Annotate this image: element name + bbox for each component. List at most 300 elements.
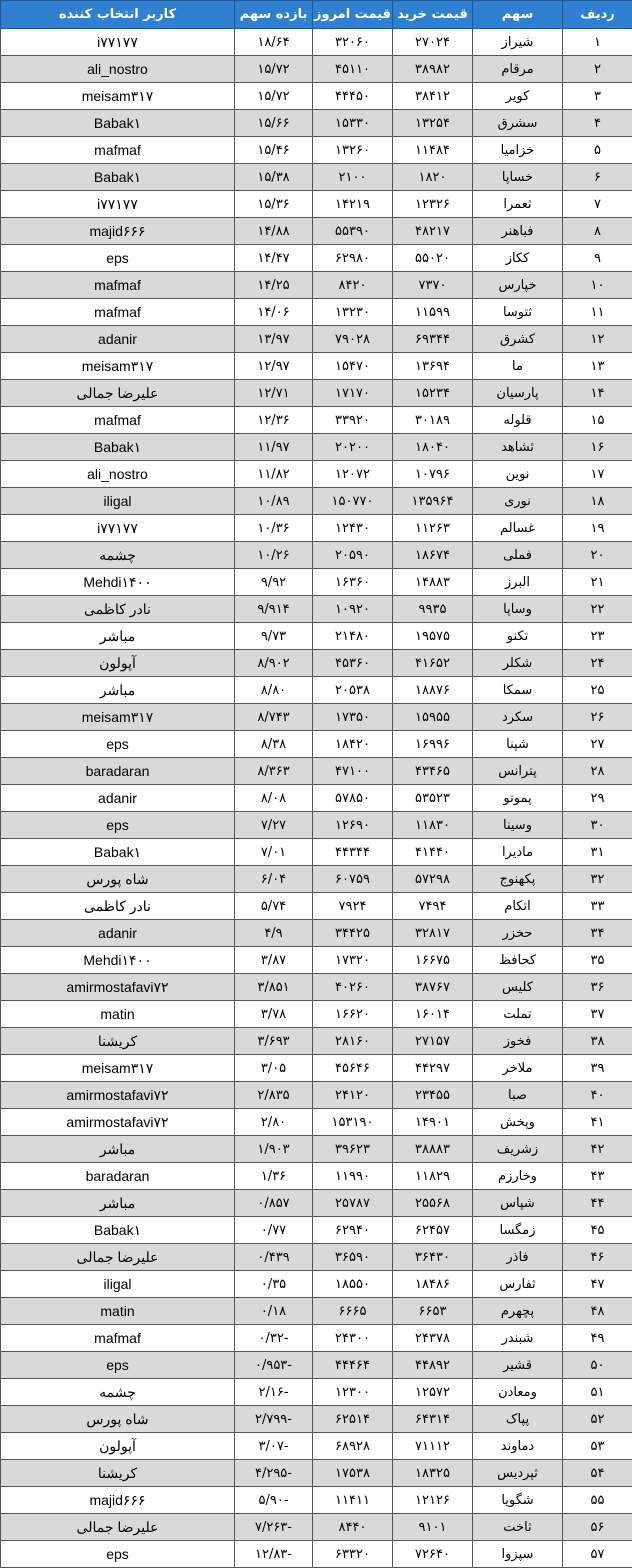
- table-row: [1, 164, 632, 191]
- table-row: [1, 137, 632, 164]
- cell-return: ۹/۹۲: [235, 569, 313, 596]
- cell-return: ۱۵/۷۲: [235, 83, 313, 110]
- cell-return: -۷/۲۶۳: [235, 1514, 313, 1541]
- cell-buy-price: ۱۱۸۳۰: [393, 812, 473, 839]
- cell-index: ۳۴: [563, 920, 632, 947]
- cell-buy-price: ۳۲۸۱۷: [393, 920, 473, 947]
- cell-buy-price: ۱۳۲۵۴: [393, 110, 473, 137]
- cell-symbol: خپارس: [473, 272, 563, 299]
- table-row: [1, 812, 632, 839]
- cell-buy-price: ۲۴۳۷۸: [393, 1325, 473, 1352]
- cell-today-price: ۲۱۴۸۰: [313, 623, 393, 650]
- table-row: [1, 245, 632, 272]
- cell-user: i۷۷۱۷۷: [1, 515, 235, 542]
- cell-buy-price: ۲۳۴۵۵: [393, 1082, 473, 1109]
- cell-buy-price: ۹۱۰۱: [393, 1514, 473, 1541]
- cell-today-price: ۱۲۳۰۰: [313, 1379, 393, 1406]
- cell-buy-price: ۱۴۹۰۱: [393, 1109, 473, 1136]
- cell-index: ۵۳: [563, 1433, 632, 1460]
- table-row: [1, 677, 632, 704]
- cell-symbol: ثشاهد: [473, 434, 563, 461]
- cell-today-price: ۱۷۱۷۰: [313, 380, 393, 407]
- table-body: [1, 29, 632, 1568]
- header-index: ردیف: [563, 1, 632, 29]
- cell-return: ۱۰/۲۶: [235, 542, 313, 569]
- cell-index: ۱۲: [563, 326, 632, 353]
- table-row: [1, 1298, 632, 1325]
- cell-user: mafmaf: [1, 407, 235, 434]
- cell-return: ۳/۸۵۱: [235, 974, 313, 1001]
- cell-symbol: وخارزم: [473, 1163, 563, 1190]
- cell-symbol: دماوند: [473, 1433, 563, 1460]
- cell-buy-price: ۱۸۶۷۴: [393, 542, 473, 569]
- cell-buy-price: ۳۸۴۱۲: [393, 83, 473, 110]
- cell-index: ۳۱: [563, 839, 632, 866]
- cell-symbol: پترانس: [473, 758, 563, 785]
- cell-return: ۱۴/۰۶: [235, 299, 313, 326]
- cell-index: ۴۷: [563, 1271, 632, 1298]
- cell-user: eps: [1, 731, 235, 758]
- cell-index: ۴۰: [563, 1082, 632, 1109]
- cell-return: -۵/۹۰: [235, 1487, 313, 1514]
- table-row: [1, 1055, 632, 1082]
- cell-index: ۱۳: [563, 353, 632, 380]
- cell-index: ۲۸: [563, 758, 632, 785]
- cell-symbol: البرز: [473, 569, 563, 596]
- table-row: [1, 1433, 632, 1460]
- cell-return: ۴/۹: [235, 920, 313, 947]
- cell-index: ۱۱: [563, 299, 632, 326]
- cell-today-price: ۲۸۱۶۰: [313, 1028, 393, 1055]
- table-row: [1, 353, 632, 380]
- cell-symbol: ثتوسا: [473, 299, 563, 326]
- cell-buy-price: ۶۹۳۴۴: [393, 326, 473, 353]
- cell-today-price: ۶۲۹۸۰: [313, 245, 393, 272]
- cell-symbol: ملاخر: [473, 1055, 563, 1082]
- header-buy-price: قیمت خرید: [393, 1, 473, 29]
- cell-buy-price: ۷۳۷۰: [393, 272, 473, 299]
- table-row: [1, 623, 632, 650]
- cell-index: ۳: [563, 83, 632, 110]
- cell-today-price: ۶۲۹۴۰: [313, 1217, 393, 1244]
- cell-buy-price: ۱۱۲۶۳: [393, 515, 473, 542]
- cell-buy-price: ۷۱۱۱۲: [393, 1433, 473, 1460]
- cell-user: matin: [1, 1001, 235, 1028]
- cell-index: ۳۷: [563, 1001, 632, 1028]
- cell-symbol: ومعادن: [473, 1379, 563, 1406]
- cell-user: Babak۱: [1, 434, 235, 461]
- table-row: [1, 380, 632, 407]
- cell-today-price: ۱۵۳۱۹۰: [313, 1109, 393, 1136]
- table-row: [1, 596, 632, 623]
- cell-index: ۴۲: [563, 1136, 632, 1163]
- cell-today-price: ۲۰۵۹۰: [313, 542, 393, 569]
- cell-symbol: شکلر: [473, 650, 563, 677]
- cell-index: ۴۴: [563, 1190, 632, 1217]
- cell-today-price: ۴۰۲۶۰: [313, 974, 393, 1001]
- cell-user: meisam۳۱۷: [1, 353, 235, 380]
- table-row: [1, 434, 632, 461]
- table-row: [1, 461, 632, 488]
- cell-symbol: اتکام: [473, 893, 563, 920]
- cell-return: ۵/۷۴: [235, 893, 313, 920]
- cell-user: eps: [1, 812, 235, 839]
- table-row: [1, 947, 632, 974]
- cell-user: eps: [1, 1541, 235, 1568]
- cell-symbol: مادیرا: [473, 839, 563, 866]
- cell-user: matin: [1, 1298, 235, 1325]
- cell-return: ۳/۸۷: [235, 947, 313, 974]
- cell-symbol: شیراز: [473, 29, 563, 56]
- cell-user: چشمه: [1, 542, 235, 569]
- table-row: [1, 1109, 632, 1136]
- cell-user: Babak۱: [1, 839, 235, 866]
- cell-return: ۶/۰۴: [235, 866, 313, 893]
- cell-symbol: تملت: [473, 1001, 563, 1028]
- cell-index: ۲۱: [563, 569, 632, 596]
- table-row: [1, 704, 632, 731]
- cell-return: ۱۲/۳۶: [235, 407, 313, 434]
- table-row: [1, 218, 632, 245]
- cell-symbol: زشریف: [473, 1136, 563, 1163]
- cell-symbol: ما: [473, 353, 563, 380]
- cell-user: amirmostafavi۷۲: [1, 1082, 235, 1109]
- cell-return: ۰/۳۵: [235, 1271, 313, 1298]
- cell-user: کریشنا: [1, 1460, 235, 1487]
- header-return: بازده سهم: [235, 1, 313, 29]
- cell-buy-price: ۱۱۴۸۴: [393, 137, 473, 164]
- cell-symbol: زمگسا: [473, 1217, 563, 1244]
- table-row: [1, 272, 632, 299]
- cell-buy-price: ۱۶۰۱۴: [393, 1001, 473, 1028]
- cell-symbol: کحافظ: [473, 947, 563, 974]
- table-row: [1, 1460, 632, 1487]
- cell-today-price: ۸۴۴۰: [313, 1514, 393, 1541]
- table-row: [1, 1136, 632, 1163]
- cell-symbol: شپاس: [473, 1190, 563, 1217]
- cell-today-price: ۴۴۴۵۰: [313, 83, 393, 110]
- table-row: [1, 920, 632, 947]
- cell-buy-price: ۳۸۷۶۷: [393, 974, 473, 1001]
- cell-return: ۳/۰۵: [235, 1055, 313, 1082]
- cell-symbol: پکهنوج: [473, 866, 563, 893]
- cell-return: ۱۸/۶۴: [235, 29, 313, 56]
- cell-today-price: ۸۴۲۰: [313, 272, 393, 299]
- cell-index: ۱۸: [563, 488, 632, 515]
- cell-return: ۱۵/۶۶: [235, 110, 313, 137]
- cell-buy-price: ۱۳۵۹۶۴: [393, 488, 473, 515]
- table-row: [1, 839, 632, 866]
- cell-return: ۱۲/۷۱: [235, 380, 313, 407]
- cell-index: ۴۶: [563, 1244, 632, 1271]
- cell-index: ۵۵: [563, 1487, 632, 1514]
- table-row: [1, 299, 632, 326]
- cell-user: Babak۱: [1, 110, 235, 137]
- cell-today-price: ۲۵۷۸۷: [313, 1190, 393, 1217]
- cell-index: ۴۵: [563, 1217, 632, 1244]
- cell-symbol: پچهرم: [473, 1298, 563, 1325]
- table-row: [1, 785, 632, 812]
- cell-buy-price: ۵۷۲۹۸: [393, 866, 473, 893]
- cell-return: ۲/۸۰: [235, 1109, 313, 1136]
- cell-user: Babak۱: [1, 164, 235, 191]
- cell-user: چشمه: [1, 1379, 235, 1406]
- cell-buy-price: ۳۸۹۸۲: [393, 56, 473, 83]
- cell-index: ۳۳: [563, 893, 632, 920]
- cell-buy-price: ۶۲۴۵۷: [393, 1217, 473, 1244]
- cell-index: ۴۹: [563, 1325, 632, 1352]
- table-row: [1, 569, 632, 596]
- cell-index: ۵۲: [563, 1406, 632, 1433]
- cell-return: ۱۱/۸۲: [235, 461, 313, 488]
- cell-return: ۷/۲۷: [235, 812, 313, 839]
- cell-buy-price: ۱۸۸۷۶: [393, 677, 473, 704]
- cell-index: ۲: [563, 56, 632, 83]
- cell-index: ۵: [563, 137, 632, 164]
- cell-buy-price: ۳۶۴۳۰: [393, 1244, 473, 1271]
- cell-today-price: ۱۸۴۲۰: [313, 731, 393, 758]
- cell-buy-price: ۱۲۱۲۶: [393, 1487, 473, 1514]
- cell-return: ۱۴/۲۵: [235, 272, 313, 299]
- cell-user: meisam۳۱۷: [1, 83, 235, 110]
- cell-index: ۱۴: [563, 380, 632, 407]
- cell-buy-price: ۲۵۵۶۸: [393, 1190, 473, 1217]
- cell-today-price: ۶۰۷۵۹: [313, 866, 393, 893]
- cell-buy-price: ۱۳۶۹۴: [393, 353, 473, 380]
- cell-buy-price: ۲۷۰۲۴: [393, 29, 473, 56]
- cell-today-price: ۱۵۳۳۰: [313, 110, 393, 137]
- cell-symbol: خزامیا: [473, 137, 563, 164]
- cell-return: ۱/۳۶: [235, 1163, 313, 1190]
- cell-user: علیرضا جمالی: [1, 1244, 235, 1271]
- cell-buy-price: ۱۴۸۸۳: [393, 569, 473, 596]
- cell-today-price: ۳۳۹۲۰: [313, 407, 393, 434]
- cell-symbol: نوین: [473, 461, 563, 488]
- cell-today-price: ۶۳۳۲۰: [313, 1541, 393, 1568]
- cell-index: ۳۸: [563, 1028, 632, 1055]
- cell-today-price: ۱۱۴۱۱: [313, 1487, 393, 1514]
- table-row: [1, 56, 632, 83]
- cell-buy-price: ۴۱۴۴۰: [393, 839, 473, 866]
- table-row: [1, 83, 632, 110]
- cell-buy-price: ۱۹۵۷۵: [393, 623, 473, 650]
- cell-index: ۲۰: [563, 542, 632, 569]
- cell-symbol: ثعمرا: [473, 191, 563, 218]
- cell-buy-price: ۱۵۲۳۴: [393, 380, 473, 407]
- cell-user: adanir: [1, 326, 235, 353]
- cell-return: -۰/۳۲: [235, 1325, 313, 1352]
- cell-buy-price: ۴۴۸۹۲: [393, 1352, 473, 1379]
- table-row: [1, 1082, 632, 1109]
- cell-index: ۵۷: [563, 1541, 632, 1568]
- cell-symbol: کشرق: [473, 326, 563, 353]
- table-row: [1, 1379, 632, 1406]
- cell-user: Babak۱: [1, 1217, 235, 1244]
- cell-symbol: پارسیان: [473, 380, 563, 407]
- cell-user: mafmaf: [1, 1325, 235, 1352]
- table-row: [1, 1163, 632, 1190]
- table-row: [1, 542, 632, 569]
- cell-today-price: ۷۹۲۴: [313, 893, 393, 920]
- cell-user: کریشنا: [1, 1028, 235, 1055]
- cell-symbol: وپخش: [473, 1109, 563, 1136]
- cell-user: majid۶۶۶: [1, 218, 235, 245]
- cell-user: adanir: [1, 920, 235, 947]
- cell-today-price: ۷۹۰۲۸: [313, 326, 393, 353]
- table-row: [1, 1406, 632, 1433]
- cell-user: مباشر: [1, 1136, 235, 1163]
- cell-today-price: ۵۵۳۹۰: [313, 218, 393, 245]
- cell-symbol: سپزوا: [473, 1541, 563, 1568]
- cell-buy-price: ۳۰۱۸۹: [393, 407, 473, 434]
- cell-return: ۱۵/۳۶: [235, 191, 313, 218]
- cell-buy-price: ۱۲۳۲۶: [393, 191, 473, 218]
- cell-index: ۵۰: [563, 1352, 632, 1379]
- cell-today-price: ۶۸۹۲۸: [313, 1433, 393, 1460]
- cell-user: علیرضا جمالی: [1, 380, 235, 407]
- cell-symbol: قلوله: [473, 407, 563, 434]
- cell-user: iligal: [1, 488, 235, 515]
- table-row: [1, 488, 632, 515]
- cell-user: i۷۷۱۷۷: [1, 191, 235, 218]
- cell-index: ۱: [563, 29, 632, 56]
- cell-user: شاه پورس: [1, 866, 235, 893]
- cell-index: ۲۹: [563, 785, 632, 812]
- cell-user: majid۶۶۶: [1, 1487, 235, 1514]
- cell-user: آپولون: [1, 1433, 235, 1460]
- cell-today-price: ۱۷۵۳۸: [313, 1460, 393, 1487]
- cell-symbol: سمکا: [473, 677, 563, 704]
- cell-return: ۱۱/۹۷: [235, 434, 313, 461]
- cell-today-price: ۱۶۶۲۰: [313, 1001, 393, 1028]
- cell-user: علیرضا جمالی: [1, 1514, 235, 1541]
- cell-buy-price: ۴۸۲۱۷: [393, 218, 473, 245]
- cell-buy-price: ۱۸۰۴۰: [393, 434, 473, 461]
- cell-buy-price: ۷۴۹۴: [393, 893, 473, 920]
- cell-return: ۱۲/۹۷: [235, 353, 313, 380]
- cell-return: ۰/۱۸: [235, 1298, 313, 1325]
- cell-today-price: ۲۴۱۲۰: [313, 1082, 393, 1109]
- cell-today-price: ۱۳۲۳۰: [313, 299, 393, 326]
- cell-user: نادر کاظمی: [1, 893, 235, 920]
- cell-user: amirmostafavi۷۲: [1, 974, 235, 1001]
- cell-index: ۳۲: [563, 866, 632, 893]
- cell-today-price: ۱۴۲۱۹: [313, 191, 393, 218]
- cell-user: meisam۳۱۷: [1, 704, 235, 731]
- cell-today-price: ۵۷۸۵۰: [313, 785, 393, 812]
- cell-return: ۱۰/۸۹: [235, 488, 313, 515]
- table-row: [1, 893, 632, 920]
- cell-user: مباشر: [1, 677, 235, 704]
- header-today-price: قیمت امروز: [313, 1, 393, 29]
- table-row: [1, 407, 632, 434]
- cell-return: -۳/۰۷: [235, 1433, 313, 1460]
- cell-user: mafmaf: [1, 272, 235, 299]
- cell-index: ۱۷: [563, 461, 632, 488]
- cell-today-price: ۴۵۶۴۶: [313, 1055, 393, 1082]
- cell-today-price: ۱۲۰۷۲: [313, 461, 393, 488]
- table-row: [1, 650, 632, 677]
- cell-symbol: نوری: [473, 488, 563, 515]
- cell-index: ۳۶: [563, 974, 632, 1001]
- cell-today-price: ۲۴۳۰۰: [313, 1325, 393, 1352]
- cell-today-price: ۴۵۱۱۰: [313, 56, 393, 83]
- cell-return: ۱۴/۴۷: [235, 245, 313, 272]
- cell-index: ۸: [563, 218, 632, 245]
- cell-buy-price: ۷۲۶۴۰: [393, 1541, 473, 1568]
- cell-today-price: ۱۰۹۲۰: [313, 596, 393, 623]
- cell-index: ۱۹: [563, 515, 632, 542]
- cell-buy-price: ۹۹۳۵: [393, 596, 473, 623]
- cell-return: ۰/۴۳۹: [235, 1244, 313, 1271]
- cell-buy-price: ۱۶۹۹۶: [393, 731, 473, 758]
- cell-buy-price: ۴۳۴۶۵: [393, 758, 473, 785]
- cell-symbol: قشیر: [473, 1352, 563, 1379]
- table-row: [1, 1487, 632, 1514]
- table-row: [1, 1028, 632, 1055]
- table-row: [1, 1190, 632, 1217]
- cell-buy-price: ۱۱۸۲۹: [393, 1163, 473, 1190]
- cell-return: ۸/۰۸: [235, 785, 313, 812]
- cell-user: Mehdi۱۴۰۰: [1, 569, 235, 596]
- cell-today-price: ۱۵۴۷۰: [313, 353, 393, 380]
- cell-index: ۲۴: [563, 650, 632, 677]
- cell-symbol: پموتو: [473, 785, 563, 812]
- cell-symbol: حخزر: [473, 920, 563, 947]
- cell-today-price: ۱۵۰۷۷۰: [313, 488, 393, 515]
- cell-return: -۰/۹۵۳: [235, 1352, 313, 1379]
- header-row: [1, 1, 632, 29]
- cell-return: ۰/۷۷: [235, 1217, 313, 1244]
- cell-symbol: مرقام: [473, 56, 563, 83]
- cell-return: ۱۵/۷۲: [235, 56, 313, 83]
- cell-symbol: ثاخت: [473, 1514, 563, 1541]
- table-row: [1, 1244, 632, 1271]
- cell-index: ۳۹: [563, 1055, 632, 1082]
- cell-return: ۸/۷۴۳: [235, 704, 313, 731]
- cell-today-price: ۴۵۳۶۰: [313, 650, 393, 677]
- cell-user: i۷۷۱۷۷: [1, 29, 235, 56]
- cell-buy-price: ۱۶۶۷۵: [393, 947, 473, 974]
- cell-today-price: ۳۲۰۶۰: [313, 29, 393, 56]
- cell-symbol: ثفارس: [473, 1271, 563, 1298]
- cell-return: ۸/۳۸: [235, 731, 313, 758]
- cell-symbol: صبا: [473, 1082, 563, 1109]
- cell-index: ۵۱: [563, 1379, 632, 1406]
- cell-index: ۴: [563, 110, 632, 137]
- cell-user: baradaran: [1, 758, 235, 785]
- cell-today-price: ۳۴۴۲۵: [313, 920, 393, 947]
- header-user: کاربر انتخاب کننده: [1, 1, 235, 29]
- cell-user: eps: [1, 245, 235, 272]
- cell-buy-price: ۳۸۸۸۳: [393, 1136, 473, 1163]
- cell-user: mafmaf: [1, 137, 235, 164]
- cell-return: ۱۰/۳۶: [235, 515, 313, 542]
- cell-buy-price: ۱۸۳۲۵: [393, 1460, 473, 1487]
- cell-return: ۱۵/۴۶: [235, 137, 313, 164]
- cell-symbol: غسالم: [473, 515, 563, 542]
- cell-return: ۷/۰۱: [235, 839, 313, 866]
- cell-index: ۳۵: [563, 947, 632, 974]
- cell-return: ۱۵/۳۸: [235, 164, 313, 191]
- cell-symbol: خساپا: [473, 164, 563, 191]
- cell-return: -۲/۱۶: [235, 1379, 313, 1406]
- cell-today-price: ۴۷۱۰۰: [313, 758, 393, 785]
- cell-user: ali_nostro: [1, 56, 235, 83]
- cell-index: ۹: [563, 245, 632, 272]
- cell-index: ۲۷: [563, 731, 632, 758]
- table-row: [1, 191, 632, 218]
